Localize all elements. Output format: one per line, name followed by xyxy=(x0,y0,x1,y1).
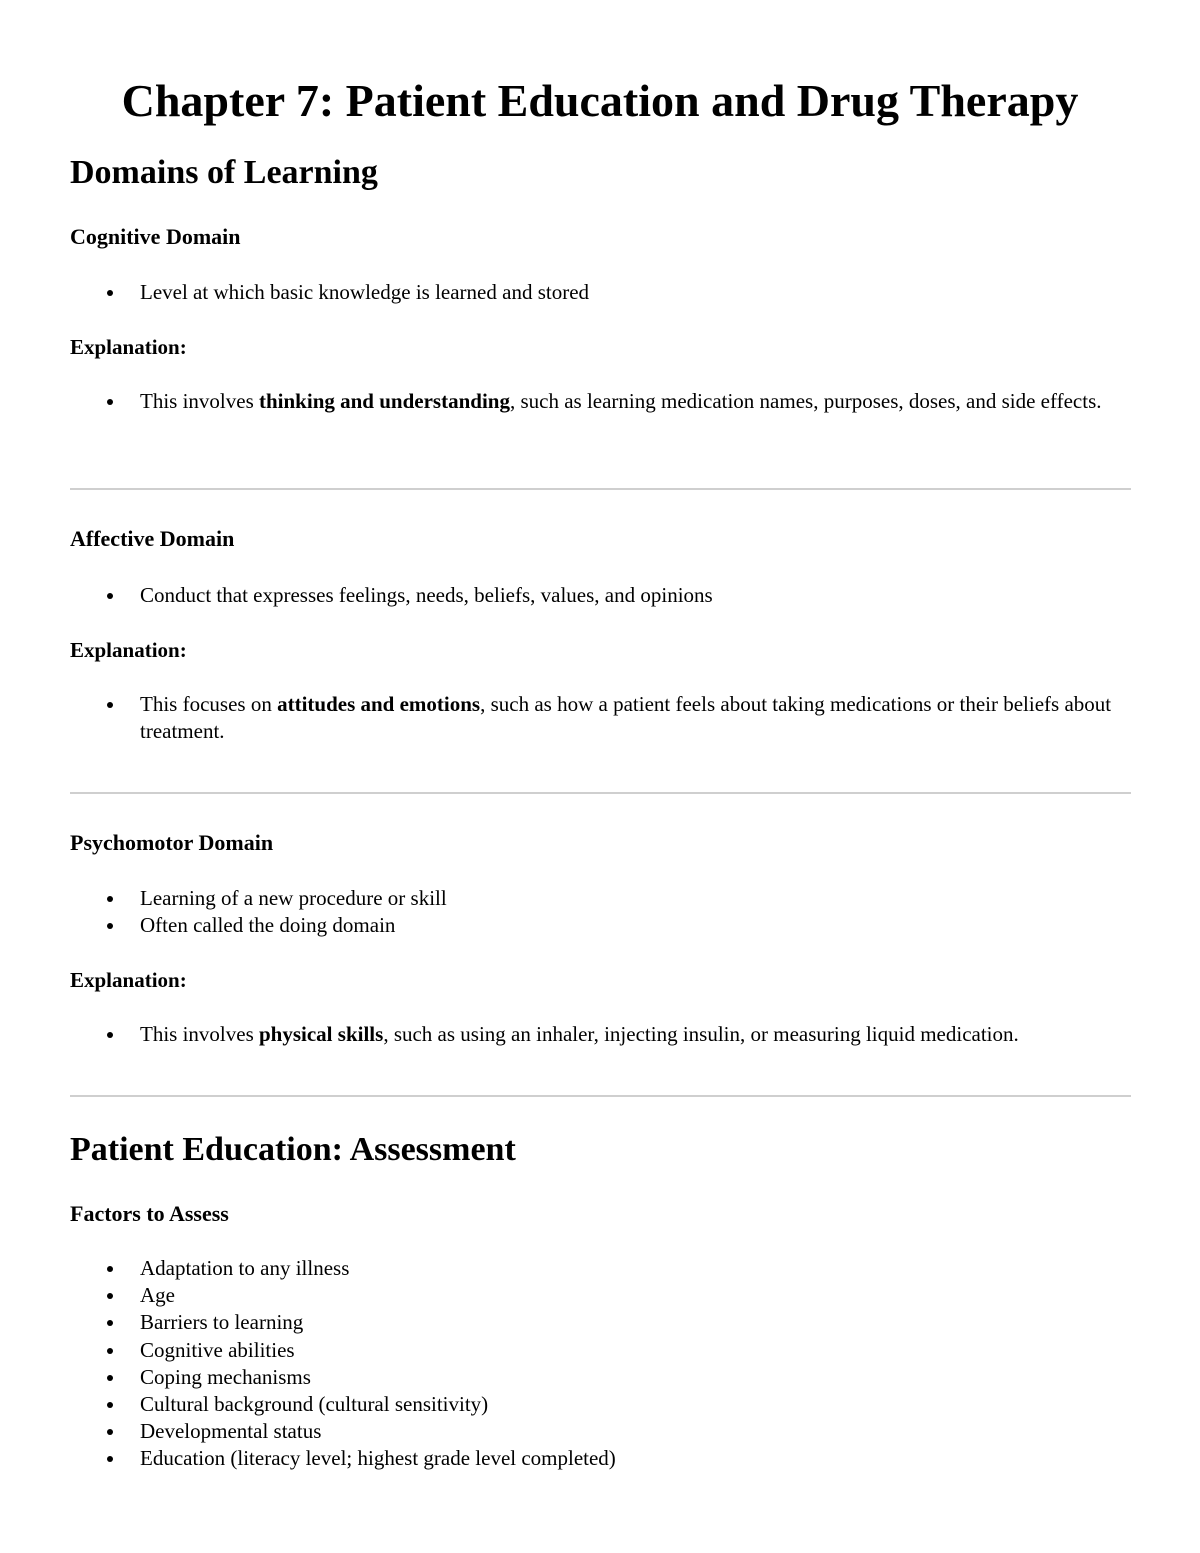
cognitive-explanation-label: Explanation: xyxy=(70,335,187,359)
list-item: Conduct that expresses feelings, needs, beliefs, values, and opinions xyxy=(140,582,1140,609)
affective-points-list xyxy=(140,582,1140,609)
affective-explanation-label: Explanation: xyxy=(70,638,187,662)
cognitive-points-list xyxy=(140,279,1140,306)
explanation-emphasis: attitudes and emotions xyxy=(277,692,481,716)
document-title: Chapter 7: Patient Education and Drug Therapy xyxy=(121,75,1079,126)
list-item xyxy=(140,388,1115,415)
explanation-emphasis: thinking and understanding xyxy=(259,389,510,413)
affective-domain-heading: Affective Domain xyxy=(70,526,235,551)
psychomotor-explanation-list xyxy=(140,1021,1180,1048)
factors-list xyxy=(140,1255,1140,1473)
list-item: Often called the doing domain xyxy=(140,912,1140,939)
cognitive-explanation-list xyxy=(140,388,1115,415)
domains-of-learning-heading: Domains of Learning xyxy=(70,154,378,191)
list-item xyxy=(140,1021,1180,1048)
explanation-text-start: This involves xyxy=(140,1022,259,1046)
list-item: Level at which basic knowledge is learned and stored xyxy=(140,279,1140,306)
explanation-emphasis: physical skills xyxy=(259,1022,384,1046)
explanation-text-end: , such as using an inhaler, injecting insulin, or measuring liquid medication. xyxy=(383,1022,1019,1046)
section-divider xyxy=(70,488,1131,490)
psychomotor-points-list xyxy=(140,885,1140,939)
explanation-text-end: , such as learning medication names, purposes, doses, and side effects. xyxy=(509,389,1102,413)
list-item: Age xyxy=(140,1282,1140,1309)
list-item xyxy=(140,691,1115,745)
list-item: Learning of a new procedure or skill xyxy=(140,885,1140,912)
list-item: Adaptation to any illness xyxy=(140,1255,1140,1282)
psychomotor-explanation-label: Explanation: xyxy=(70,968,187,992)
list-item: Developmental status xyxy=(140,1418,1140,1445)
affective-explanation-list xyxy=(140,691,1115,745)
list-item: Education (literacy level; highest grade level completed) xyxy=(140,1445,1140,1472)
factors-to-assess-heading: Factors to Assess xyxy=(70,1201,229,1226)
cognitive-domain-heading: Cognitive Domain xyxy=(70,224,241,249)
list-item: Barriers to learning xyxy=(140,1309,1140,1336)
list-item: Cultural background (cultural sensitivity) xyxy=(140,1391,1140,1418)
assessment-heading: Patient Education: Assessment xyxy=(70,1131,516,1168)
explanation-text-start: This involves xyxy=(140,389,259,413)
section-divider xyxy=(70,792,1131,794)
list-item: Cognitive abilities xyxy=(140,1337,1140,1364)
explanation-text-end: , such as how a patient feels about taking medications or their beliefs about treatment. xyxy=(140,692,1112,744)
psychomotor-domain-heading: Psychomotor Domain xyxy=(70,830,274,855)
list-item: Coping mechanisms xyxy=(140,1364,1140,1391)
explanation-text-start: This focuses on xyxy=(140,692,278,716)
section-divider xyxy=(70,1095,1131,1097)
